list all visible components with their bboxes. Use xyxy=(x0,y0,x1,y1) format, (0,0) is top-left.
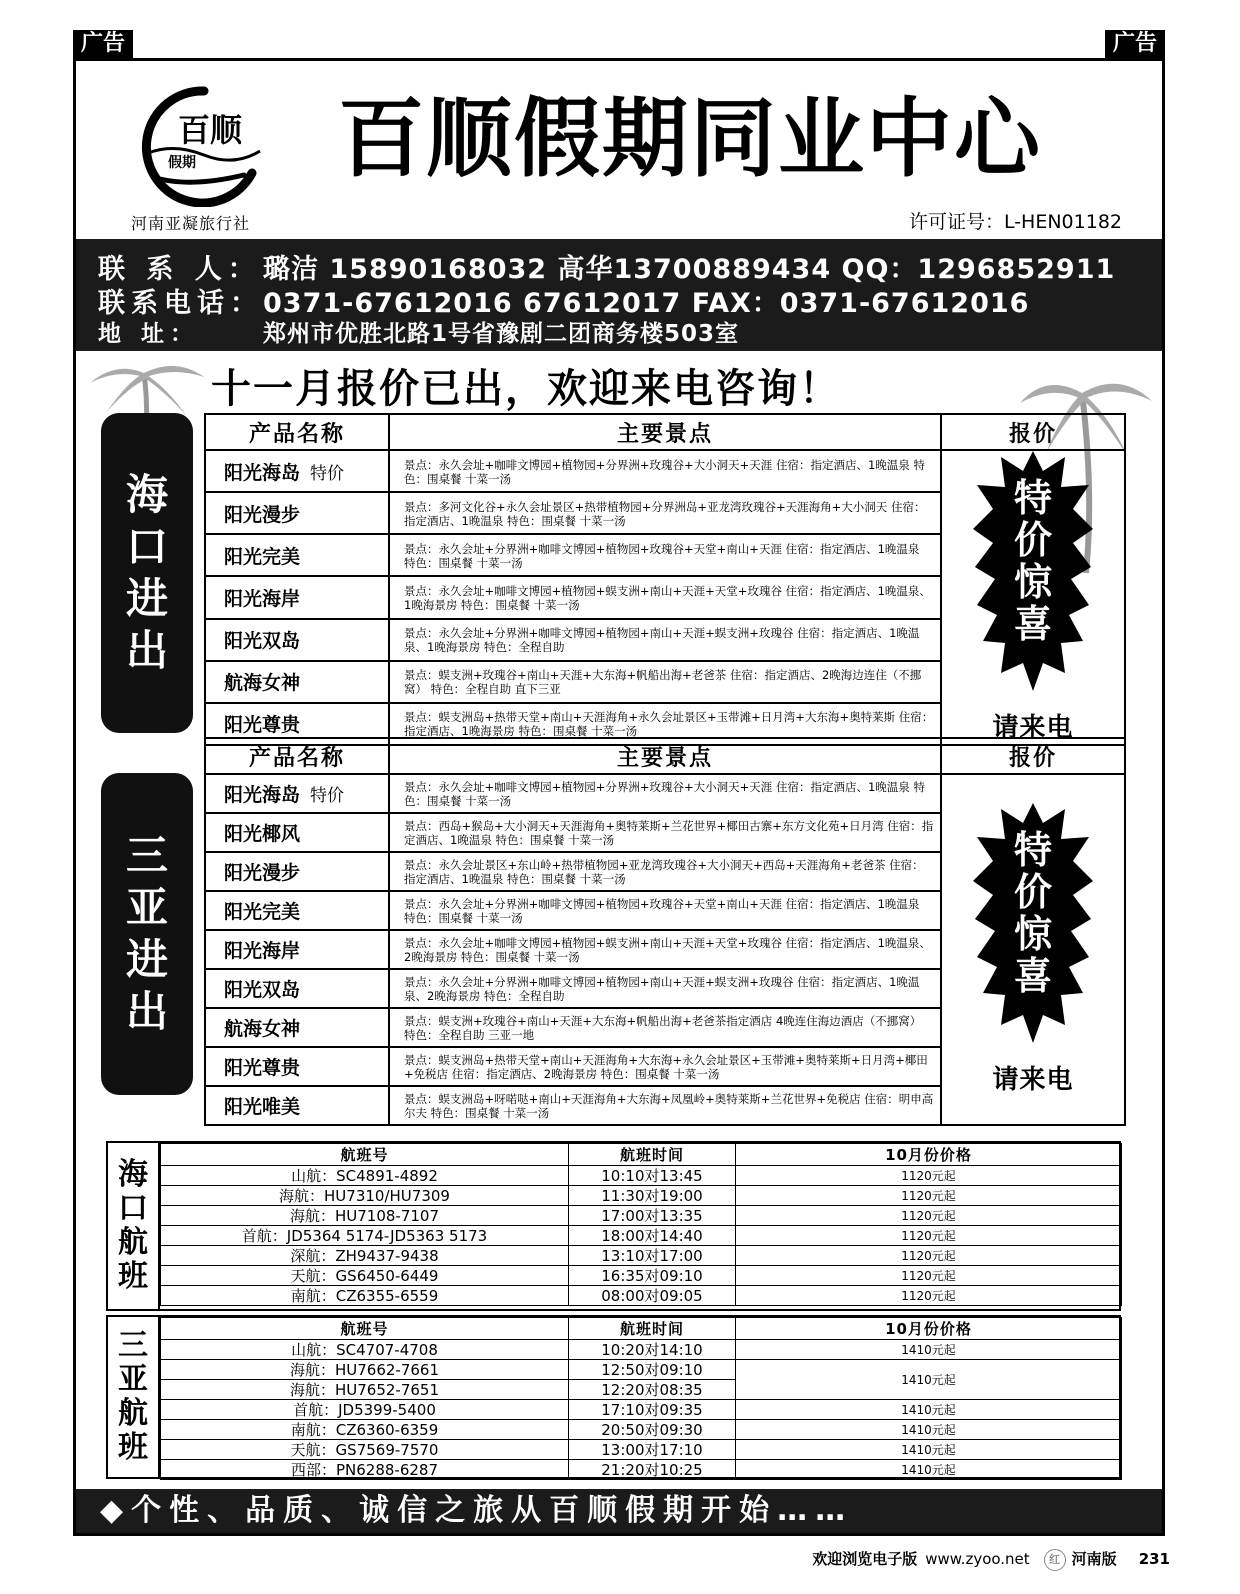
flight-price: 1120元起 xyxy=(736,1166,1122,1186)
table-row xyxy=(161,1286,1122,1306)
product-description: 景点：蜈支洲+玫瑰谷+南山+天涯+大东海+帆船出海+老爸茶指定酒店 4晚连住海边酒店（不挪窝） 特色：全程自助 三亚一地 xyxy=(389,1008,941,1047)
product-description: 景点：蜈支洲+玫瑰谷+南山+天涯+大东海+帆船出海+老爸茶 住宿：指定酒店、2晚海边连住（不挪窝） 特色：全程自助 直下三亚 xyxy=(389,661,941,703)
region-char: 口 xyxy=(118,1191,148,1226)
product-name-cell xyxy=(205,534,389,576)
product-name: 阳光双岛 xyxy=(224,979,301,1001)
product-description: 景点：蜈支洲岛+热带天堂+南山+天涯海角+永久会址景区+玉带滩+日月湾+大东海+奥特莱斯 住宿：指定酒店、1晚海景房 特色：围桌餐 十菜一汤 xyxy=(389,703,941,745)
table-row xyxy=(161,1400,1122,1420)
product-name-cell xyxy=(205,1008,389,1047)
product-name: 航海女神 xyxy=(224,672,301,695)
call-us-text: 请来电 xyxy=(992,1065,1074,1095)
page-footer xyxy=(812,1548,1170,1571)
col-header-flight-no: 航班号 xyxy=(161,1144,569,1166)
flight-time: 10:10对13:45 xyxy=(569,1166,736,1186)
col-header-name: 产品名称 xyxy=(205,738,389,774)
flight-no: 山航：SC4707-4708 xyxy=(161,1340,569,1360)
flight-time: 18:00对14:40 xyxy=(569,1226,736,1246)
product-name-cell xyxy=(205,891,389,930)
flight-price: 1410元起 xyxy=(736,1340,1122,1360)
contact-phone-label: 联系电话： xyxy=(98,288,263,319)
contact-band xyxy=(76,239,1162,351)
call-us-text: 请来电 xyxy=(992,713,1074,743)
product-description: 景点：永久会址+咖啡文博园+植物园+分界洲+玫瑰谷+大小洞天+天涯 住宿：指定酒店、1晚温泉 特色：围桌餐 十菜一汤 xyxy=(389,450,941,492)
table-row xyxy=(205,774,1125,813)
sanya-flights xyxy=(106,1315,1121,1479)
contact-person-value: 璐洁 15890168032 高华13700889434 QQ：1296852911 xyxy=(263,254,1116,285)
product-description: 景点：永久会址+分界洲+咖啡文博园+植物园+玫瑰谷+天堂+南山+天涯 住宿：指定酒店、1晚温泉 特色：围桌餐 十菜一汤 xyxy=(389,891,941,930)
product-name-cell xyxy=(205,492,389,534)
hong-logo-icon: 红 xyxy=(1044,1549,1066,1571)
product-name: 阳光海岛 xyxy=(224,784,301,806)
footer-welcome: 欢迎浏览电子版 xyxy=(812,1550,918,1568)
region-char: 亚 xyxy=(125,883,168,932)
region-label-sanya xyxy=(101,773,193,1095)
headline: 十一月报价已出，欢迎来电咨询！ xyxy=(211,366,841,412)
flight-time: 21:20对10:25 xyxy=(569,1460,736,1480)
flight-time: 12:50对09:10 xyxy=(569,1360,736,1380)
region-char: 海 xyxy=(125,470,168,519)
table-row xyxy=(161,1360,1122,1380)
badge-char: 喜 xyxy=(1013,954,1052,998)
flight-no: 西部：PN6288-6287 xyxy=(161,1460,569,1480)
table-row xyxy=(161,1460,1122,1480)
region-char: 航 xyxy=(118,1396,148,1431)
flight-no: 海航：HU7108-7107 xyxy=(161,1206,569,1226)
product-description: 景点：多河文化谷+永久会址景区+热带植物园+分界洲岛+亚龙湾玫瑰谷+天涯海角+大小洞天 住宿：指定酒店、1晚温泉 特色：围桌餐 十菜一汤 xyxy=(389,492,941,534)
region-char: 进 xyxy=(125,574,168,623)
contact-address-value: 郑州市优胜北路1号省豫剧二团商务楼503室 xyxy=(263,321,740,347)
region-char: 出 xyxy=(125,626,168,675)
badge-char: 惊 xyxy=(1013,912,1052,956)
contact-phone-value: 0371-67612016 67612017 FAX：0371-67612016 xyxy=(263,288,1030,319)
flight-price: 1410元起 xyxy=(736,1420,1122,1440)
flight-time: 13:10对17:00 xyxy=(569,1246,736,1266)
region-char: 海 xyxy=(118,1157,148,1192)
sanya-product-table xyxy=(204,737,1126,1126)
product-tag: 特价 xyxy=(310,786,345,806)
price-cell xyxy=(941,774,1125,1125)
product-description: 景点：蜈支洲岛+呀喏哒+南山+天涯海角+大东海+凤凰岭+奥特莱斯+兰花世界+免税店 住宿：明申高尔夫 特色：围桌餐 十菜一汤 xyxy=(389,1086,941,1125)
ad-label-right: 广告 xyxy=(1105,30,1165,58)
region-char: 进 xyxy=(125,935,168,984)
flight-price: 1410元起 xyxy=(736,1360,1122,1400)
col-header-spots: 主要景点 xyxy=(389,414,941,450)
flight-time: 08:00对09:05 xyxy=(569,1286,736,1306)
region-char: 出 xyxy=(125,987,168,1036)
flight-time: 12:20对08:35 xyxy=(569,1380,736,1400)
product-description: 景点：永久会址+分界洲+咖啡文博园+植物园+南山+天涯+蜈支洲+玫瑰谷 住宿：指定酒店、1晚温泉、2晚海景房 特色：全程自助 xyxy=(389,969,941,1008)
region-char: 三 xyxy=(125,831,168,880)
region-char: 口 xyxy=(125,522,168,571)
product-name: 阳光完美 xyxy=(224,545,301,568)
table-row xyxy=(161,1420,1122,1440)
col-header-flight-price: 10月份价格 xyxy=(736,1144,1122,1166)
table-row xyxy=(161,1226,1122,1246)
badge-char: 价 xyxy=(1013,870,1052,914)
flight-price: 1410元起 xyxy=(736,1400,1122,1420)
haikou-flights xyxy=(106,1141,1121,1311)
flight-no: 山航：SC4891-4892 xyxy=(161,1166,569,1186)
table-row xyxy=(205,450,1125,492)
product-name-cell xyxy=(205,930,389,969)
flight-price: 1120元起 xyxy=(736,1206,1122,1226)
table-row xyxy=(161,1340,1122,1360)
col-header-flight-no: 航班号 xyxy=(161,1318,569,1340)
footer-edition: 河南版 xyxy=(1071,1550,1117,1568)
logo-subtext: 假期 xyxy=(168,155,196,171)
flight-price: 1120元起 xyxy=(736,1246,1122,1266)
region-char: 亚 xyxy=(118,1362,148,1397)
product-name-cell xyxy=(205,1047,389,1086)
special-price-badge xyxy=(973,451,1093,701)
flight-no: 海航：HU7310/HU7309 xyxy=(161,1186,569,1206)
flight-time: 17:10对09:35 xyxy=(569,1400,736,1420)
flight-no: 南航：CZ6360-6359 xyxy=(161,1420,569,1440)
product-description: 景点：永久会址+分界洲+咖啡文博园+植物园+南山+天涯+蜈支洲+玫瑰谷 住宿：指定酒店、1晚温泉、1晚海景房 特色：全程自助 xyxy=(389,619,941,661)
product-name: 阳光漫步 xyxy=(224,862,301,884)
product-name-cell xyxy=(205,619,389,661)
region-char: 班 xyxy=(118,1259,148,1294)
col-header-price: 报价 xyxy=(941,414,1125,450)
flight-no: 深航：ZH9437-9438 xyxy=(161,1246,569,1266)
flight-price: 1120元起 xyxy=(736,1186,1122,1206)
license-number: 许可证号：L-HEN01182 xyxy=(908,211,1122,233)
flight-time: 13:00对17:10 xyxy=(569,1440,736,1460)
flight-no: 海航：HU7652-7651 xyxy=(161,1380,569,1400)
ad-label-left: 广告 xyxy=(73,30,133,58)
flight-time: 10:20对14:10 xyxy=(569,1340,736,1360)
flight-no: 南航：CZ6355-6559 xyxy=(161,1286,569,1306)
flight-no: 首航：JD5399-5400 xyxy=(161,1400,569,1420)
badge-char: 喜 xyxy=(1013,602,1052,646)
price-cell xyxy=(941,450,1125,745)
haikou-product-table xyxy=(204,413,1126,746)
flight-no: 天航：GS6450-6449 xyxy=(161,1266,569,1286)
footer-site-link[interactable]: www.zyoo.net xyxy=(925,1550,1030,1568)
logo-text: 百顺 xyxy=(177,111,243,149)
region-label-haikou xyxy=(101,413,193,733)
flight-no: 天航：GS7569-7570 xyxy=(161,1440,569,1460)
product-name: 阳光尊贵 xyxy=(224,714,301,737)
product-description: 景点：西岛+猴岛+大小洞天+天涯海角+奥特莱斯+兰花世界+椰田古寨+东方文化苑+日月湾 住宿：指定酒店、1晚温泉 特色：围桌餐 十菜一汤 xyxy=(389,813,941,852)
contact-address-row xyxy=(98,315,739,348)
page-title: 百顺假期同业中心 xyxy=(338,89,1042,189)
product-description: 景点：永久会址+咖啡文博园+植物园+蜈支洲+南山+天涯+天堂+玫瑰谷 住宿：指定酒店、1晚温泉、2晚海景房 特色：围桌餐 十菜一汤 xyxy=(389,930,941,969)
product-name: 航海女神 xyxy=(224,1018,301,1040)
product-tag: 特价 xyxy=(310,463,345,484)
table-row xyxy=(161,1266,1122,1286)
region-char: 航 xyxy=(118,1225,148,1260)
contact-person-label: 联 系 人： xyxy=(98,254,261,285)
product-name-cell xyxy=(205,576,389,618)
flight-time: 20:50对09:30 xyxy=(569,1420,736,1440)
col-header-flight-time: 航班时间 xyxy=(569,1318,736,1340)
product-name: 阳光海岛 xyxy=(224,461,301,484)
table-row xyxy=(161,1206,1122,1226)
product-name: 阳光唯美 xyxy=(224,1096,301,1118)
flight-time: 16:35对09:10 xyxy=(569,1266,736,1286)
special-price-badge xyxy=(973,803,1093,1053)
badge-char: 特 xyxy=(1013,476,1052,520)
product-name: 阳光海岸 xyxy=(224,940,301,962)
page-number: 231 xyxy=(1138,1550,1170,1568)
product-name-cell xyxy=(205,1086,389,1125)
col-header-name: 产品名称 xyxy=(205,414,389,450)
region-char: 三 xyxy=(118,1328,148,1363)
flight-price: 1120元起 xyxy=(736,1266,1122,1286)
product-name-cell xyxy=(205,774,389,813)
region-char: 班 xyxy=(118,1430,148,1465)
product-description: 景点：永久会址+分界洲+咖啡文博园+植物园+玫瑰谷+天堂+南山+天涯 住宿：指定酒店、1晚温泉 特色：围桌餐 十菜一汤 xyxy=(389,534,941,576)
product-name: 阳光完美 xyxy=(224,901,301,923)
product-name: 阳光椰风 xyxy=(224,823,301,845)
product-name: 阳光尊贵 xyxy=(224,1057,301,1079)
advertisement-page xyxy=(73,58,1165,1536)
table-row xyxy=(161,1246,1122,1266)
flight-price: 1410元起 xyxy=(736,1460,1122,1480)
product-name: 阳光海岸 xyxy=(224,587,301,610)
product-name: 阳光漫步 xyxy=(224,503,301,526)
flight-price: 1120元起 xyxy=(736,1226,1122,1246)
flights-region-haikou xyxy=(108,1143,160,1309)
product-description: 景点：蜈支洲岛+热带天堂+南山+天涯海角+大东海+永久会址景区+玉带滩+奥特莱斯+日月湾+椰田+免税店 住宿：指定酒店、2晚海景房 特色：围桌餐 十菜一汤 xyxy=(389,1047,941,1086)
product-name-cell xyxy=(205,852,389,891)
flight-no: 海航：HU7662-7661 xyxy=(161,1360,569,1380)
slogan-banner: ◆个性、品质、诚信之旅从百顺假期开始…… xyxy=(76,1489,1162,1533)
flight-price: 1120元起 xyxy=(736,1286,1122,1306)
product-description: 景点：永久会址景区+东山岭+热带植物园+亚龙湾玫瑰谷+大小洞天+西岛+天涯海角+老爸茶 住宿：指定酒店、1晚温泉 特色：围桌餐 十菜一汤 xyxy=(389,852,941,891)
product-description: 景点：永久会址+咖啡文博园+植物园+蜈支洲+南山+天涯+天堂+玫瑰谷 住宿：指定酒店、1晚温泉、1晚海景房 特色：围桌餐 十菜一汤 xyxy=(389,576,941,618)
header xyxy=(76,61,1162,239)
flights-region-sanya xyxy=(108,1317,160,1477)
product-name-cell xyxy=(205,813,389,852)
flight-price: 1410元起 xyxy=(736,1440,1122,1460)
sanya-flight-table xyxy=(160,1317,1122,1480)
product-name: 阳光双岛 xyxy=(224,630,301,653)
badge-char: 特 xyxy=(1013,828,1052,872)
table-row xyxy=(161,1166,1122,1186)
flight-no: 首航：JD5364 5174-JD5363 5173 xyxy=(161,1226,569,1246)
product-name-cell xyxy=(205,661,389,703)
col-header-flight-time: 航班时间 xyxy=(569,1144,736,1166)
product-name-cell xyxy=(205,450,389,492)
table-row xyxy=(161,1440,1122,1460)
flight-time: 11:30对19:00 xyxy=(569,1186,736,1206)
product-name-cell xyxy=(205,969,389,1008)
badge-char: 价 xyxy=(1013,518,1052,562)
haikou-flight-table xyxy=(160,1143,1122,1306)
flight-time: 17:00对13:35 xyxy=(569,1206,736,1226)
col-header-spots: 主要景点 xyxy=(389,738,941,774)
contact-address-label: 地 址： xyxy=(98,321,200,347)
col-header-price: 报价 xyxy=(941,738,1125,774)
badge-char: 惊 xyxy=(1013,560,1052,604)
agency-name: 河南亚凝旅行社 xyxy=(131,214,251,233)
col-header-flight-price: 10月份价格 xyxy=(736,1318,1122,1340)
product-description: 景点：永久会址+咖啡文博园+植物园+分界洲+玫瑰谷+大小洞天+天涯 住宿：指定酒店、1晚温泉 特色：围桌餐 十菜一汤 xyxy=(389,774,941,813)
table-row xyxy=(161,1186,1122,1206)
agency-logo xyxy=(134,83,274,207)
